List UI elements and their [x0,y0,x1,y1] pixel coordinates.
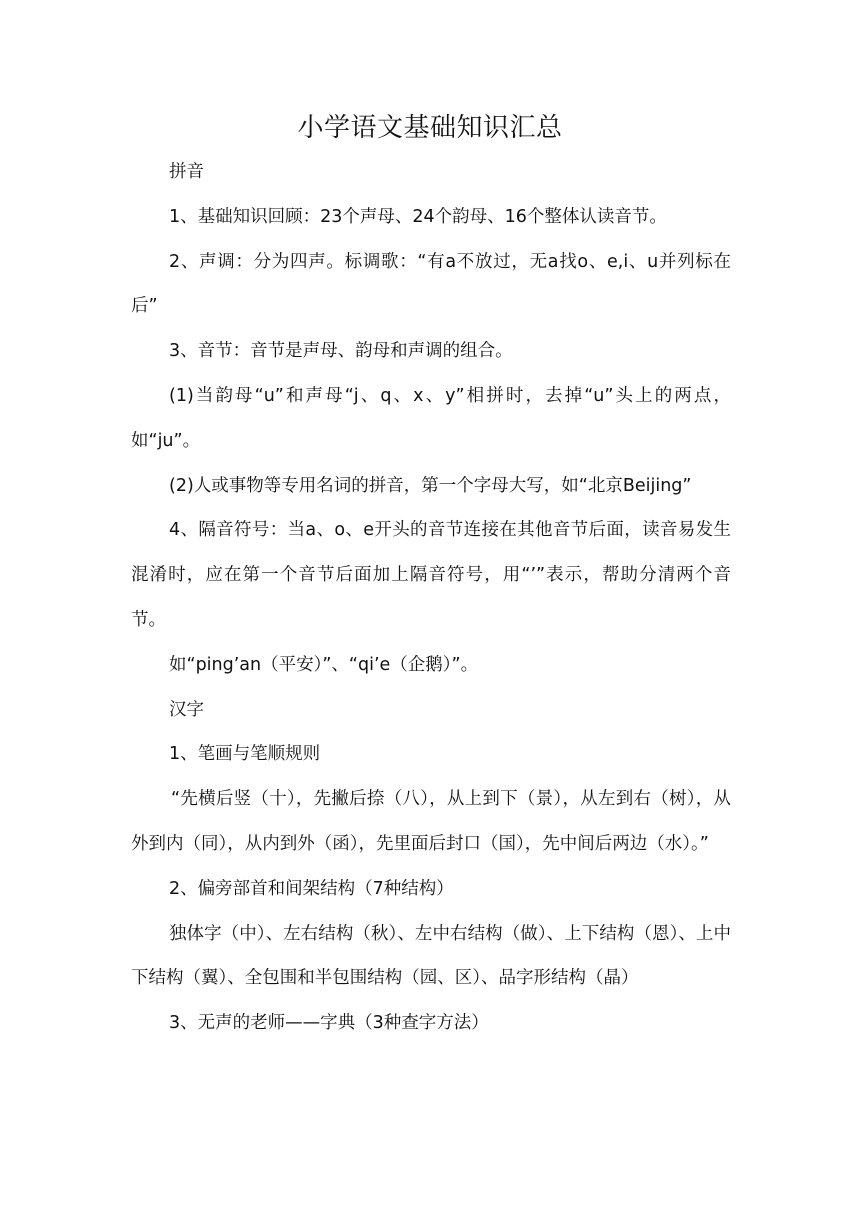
document-body [131,150,731,1046]
section-heading-hanzi: 汉字 [169,699,204,720]
paragraph-dictionary: 3、无声的老师——字典（3种查字方法） [169,1013,489,1034]
paragraph-syllable-divider: 4、隔音符号：当a、o、e开头的音节连接在其他音节后面，读音易发生混淆时，应在第一个音节后面加上隔音符号，用“’”表示，帮助分清两个音节。 [131,520,731,630]
document-title: 小学语文基础知识汇总 [297,113,563,143]
paragraph-basics-review: 1、基础知识回顾：23个声母、24个韵母、16个整体认读音节。 [169,206,667,227]
paragraph-tones: 2、声调：分为四声。标调歌：“有a不放过，无a找o、e,i、u并列标在后” [131,251,731,317]
paragraph-syllables: 3、音节：音节是声母、韵母和声调的组合。 [169,341,513,362]
paragraph-divider-examples: 如“ping’an（平安）”、“qi’e（企鹅）”。 [169,654,479,675]
paragraph-rule-u-dots: (1)当韵母“u”和声母“j、q、x、y”相拼时，去掉“u”头上的两点，如“ju”。 [131,385,731,451]
paragraph-stroke-rules: “先横后竖（十），先撇后捺（八），从上到下（景），从左到右（树），从外到内（同），从内到外（函），先里面后封口（国），先中间后两边（水）。” [131,789,731,854]
section-heading-pinyin: 拼音 [169,162,204,182]
paragraph-rule-proper-nouns: (2)人或事物等专用名词的拼音，第一个字母大写，如“北京Beijing” [169,475,692,496]
paragraph-structure-types: 独体字（中）、左右结构（秋）、左中右结构（做）、上下结构（恩）、上中下结构（翼）、全包围和半包围结构（园、区）、品字形结构（晶） [131,923,731,989]
paragraph-stroke-order: 1、笔画与笔顺规则 [169,744,321,765]
paragraph-radicals-structures: 2、偏旁部首和间架结构（7种结构） [169,878,454,899]
